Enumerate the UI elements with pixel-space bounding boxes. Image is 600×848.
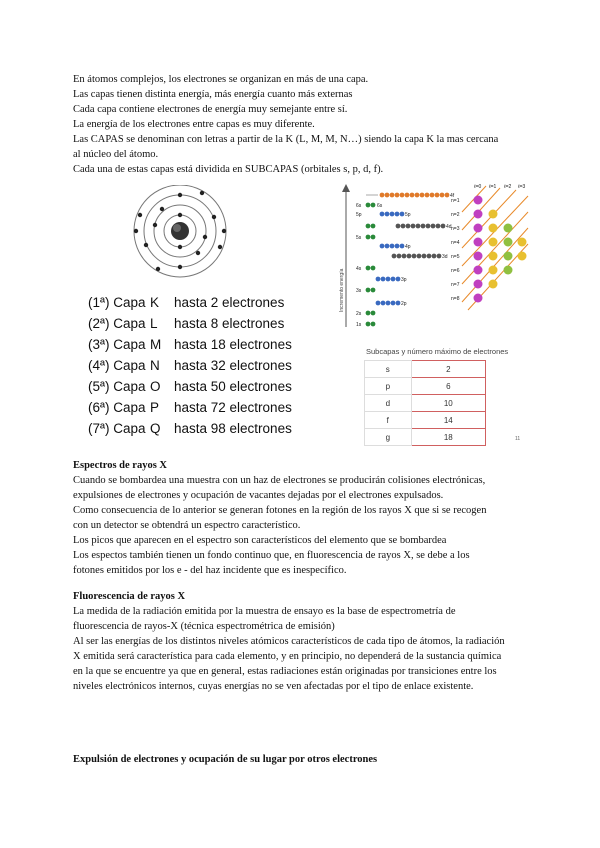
paragraph-line: Al ser las energías de los distintos niveles atómicos característicos de cada tipo de átomos, la radiación	[73, 636, 505, 647]
paragraph-line: Los picos que aparecen en el espectro son característicos del elemento que se bombardea	[73, 535, 447, 546]
shell-row: (6ª) Capa P hasta 72 electrones	[88, 400, 292, 415]
table-row: f 14	[365, 412, 486, 429]
subshell-table	[364, 360, 486, 446]
paragraph-line: X emitida será característica para cada elemento, y en principio, no dependerá de la sustancia química	[73, 651, 502, 662]
aufbau-diagram	[448, 180, 530, 316]
intro-line: La energía de los electrones entre capas es muy diferente.	[73, 119, 315, 130]
energy-level-diagram	[338, 182, 458, 332]
table-row: d 10	[365, 395, 486, 412]
level-4p	[380, 244, 411, 250]
paragraph-line: expulsiones de electrones y ocupación de vacantes dejadas por el electrones expulsados.	[73, 490, 444, 501]
level-2s	[356, 311, 375, 317]
subshell-table-caption: Subcapas y número máximo de electrones	[366, 347, 509, 356]
intro-line: Cada una de estas capas está dividida en SUBCAPAS (orbitales s, p, d, f).	[73, 164, 384, 175]
intro-line: Las CAPAS se denominan con letras a partir de la K (L, M, M, N…) siendo la capa K la mas cercana	[73, 134, 499, 145]
level-1s	[356, 322, 375, 328]
svg-text:3p: 3p	[401, 277, 407, 283]
paragraph-line: niveles electrónicos internos, cuyas energías no se ven afectadas por el tipo de enlace existente.	[73, 681, 474, 692]
svg-text:4f: 4f	[450, 193, 455, 199]
svg-text:n=7: n=7	[451, 282, 460, 288]
svg-text:n=6: n=6	[451, 268, 460, 274]
shell-row: (5ª) Capa O hasta 50 electrones	[88, 379, 292, 394]
section-title: Fluorescencia de rayos X	[73, 591, 186, 602]
svg-text:ℓ=1: ℓ=1	[489, 184, 497, 190]
paragraph-line: en la que se encuentre ya que en general, estas radiaciones están originadas por transiciones entre los	[73, 666, 497, 677]
shell-row: (4ª) Capa N hasta 32 electrones	[88, 358, 292, 373]
level-5p	[356, 212, 411, 218]
svg-text:1s: 1s	[356, 322, 362, 328]
intro-line: Cada capa contiene electrones de energía muy semejante entre sí.	[73, 104, 348, 115]
level-4d	[366, 224, 452, 230]
paragraph-line: con un detector se obtendrá un espectro característico.	[73, 520, 301, 531]
svg-text:5p: 5p	[405, 212, 411, 218]
paragraph-line: La medida de la radiación emitida por la muestra de ensayo es la base de espectrometría de	[73, 606, 456, 617]
svg-text:4d: 4d	[446, 224, 452, 230]
paragraph-line: fotones emitidos por los e - del haz incidente que es inespecífico.	[73, 565, 347, 576]
paragraph-line: Los espectos también tienen un fondo continuo que, en fluorescencia de rayos X, se debe a los	[73, 550, 470, 561]
table-row: s 2	[365, 361, 486, 378]
energy-axis-label: Incremento energía	[339, 268, 345, 312]
svg-text:3d: 3d	[442, 254, 448, 260]
svg-text:n=4: n=4	[451, 240, 460, 246]
svg-text:5p: 5p	[356, 212, 362, 218]
level-2p	[376, 301, 407, 307]
shell-row: (1ª) Capa K hasta 2 electrones	[88, 295, 285, 310]
level-6s	[356, 203, 383, 209]
svg-text:2s: 2s	[356, 311, 362, 317]
section-title-electron-expulsion: Expulsión de electrones y ocupación de su lugar por otros electrones	[73, 754, 378, 765]
svg-text:ℓ=2: ℓ=2	[504, 184, 512, 190]
section-title: Espectros de rayos X	[73, 460, 168, 471]
svg-text:6s: 6s	[356, 203, 362, 209]
intro-line: al núcleo del átomo.	[73, 149, 159, 160]
level-3s	[356, 288, 375, 294]
svg-text:5s: 5s	[356, 235, 362, 241]
atom-illustration	[100, 185, 260, 285]
paragraph-line: fluorescencia de rayos-X (técnica espectrométrica de emisión)	[73, 621, 335, 632]
level-4f	[366, 193, 455, 199]
intro-line: En átomos complejos, los electrones se organizan en más de una capa.	[73, 74, 369, 85]
level-3p	[376, 277, 407, 283]
svg-text:n=8: n=8	[451, 296, 460, 302]
svg-text:ℓ=3: ℓ=3	[518, 184, 526, 190]
intro-line: Las capas tienen distinta energía, más energía cuanto más externas	[73, 89, 353, 100]
paragraph-line: Como consecuencia de lo anterior se generan fotones en la región de los rayos X que si se recogen	[73, 505, 487, 516]
shell-row: (2ª) Capa L hasta 8 electrones	[88, 316, 285, 331]
svg-text:n=2: n=2	[451, 212, 460, 218]
level-5s	[356, 235, 375, 241]
svg-text:3s: 3s	[356, 288, 362, 294]
shell-row: (7ª) Capa Q hasta 98 electrones	[88, 421, 292, 436]
svg-text:ℓ=0: ℓ=0	[474, 184, 482, 190]
shell-row: (3ª) Capa M hasta 18 electrones	[88, 337, 292, 352]
figure-page-number: 11	[515, 436, 521, 442]
svg-text:n=3: n=3	[451, 226, 460, 232]
paragraph-line: Cuando se bombardea una muestra con un haz de electrones se producirán colisiones electrónicas,	[73, 475, 486, 486]
svg-text:4p: 4p	[405, 244, 411, 250]
table-row: g 18	[365, 429, 486, 446]
svg-text:4s: 4s	[356, 266, 362, 272]
svg-text:6s: 6s	[377, 203, 383, 209]
svg-text:n=1: n=1	[451, 198, 460, 204]
table-row: p 6	[365, 378, 486, 395]
svg-text:2p: 2p	[401, 301, 407, 307]
level-4s	[356, 266, 375, 272]
svg-text:n=5: n=5	[451, 254, 460, 260]
level-3d	[392, 254, 448, 260]
